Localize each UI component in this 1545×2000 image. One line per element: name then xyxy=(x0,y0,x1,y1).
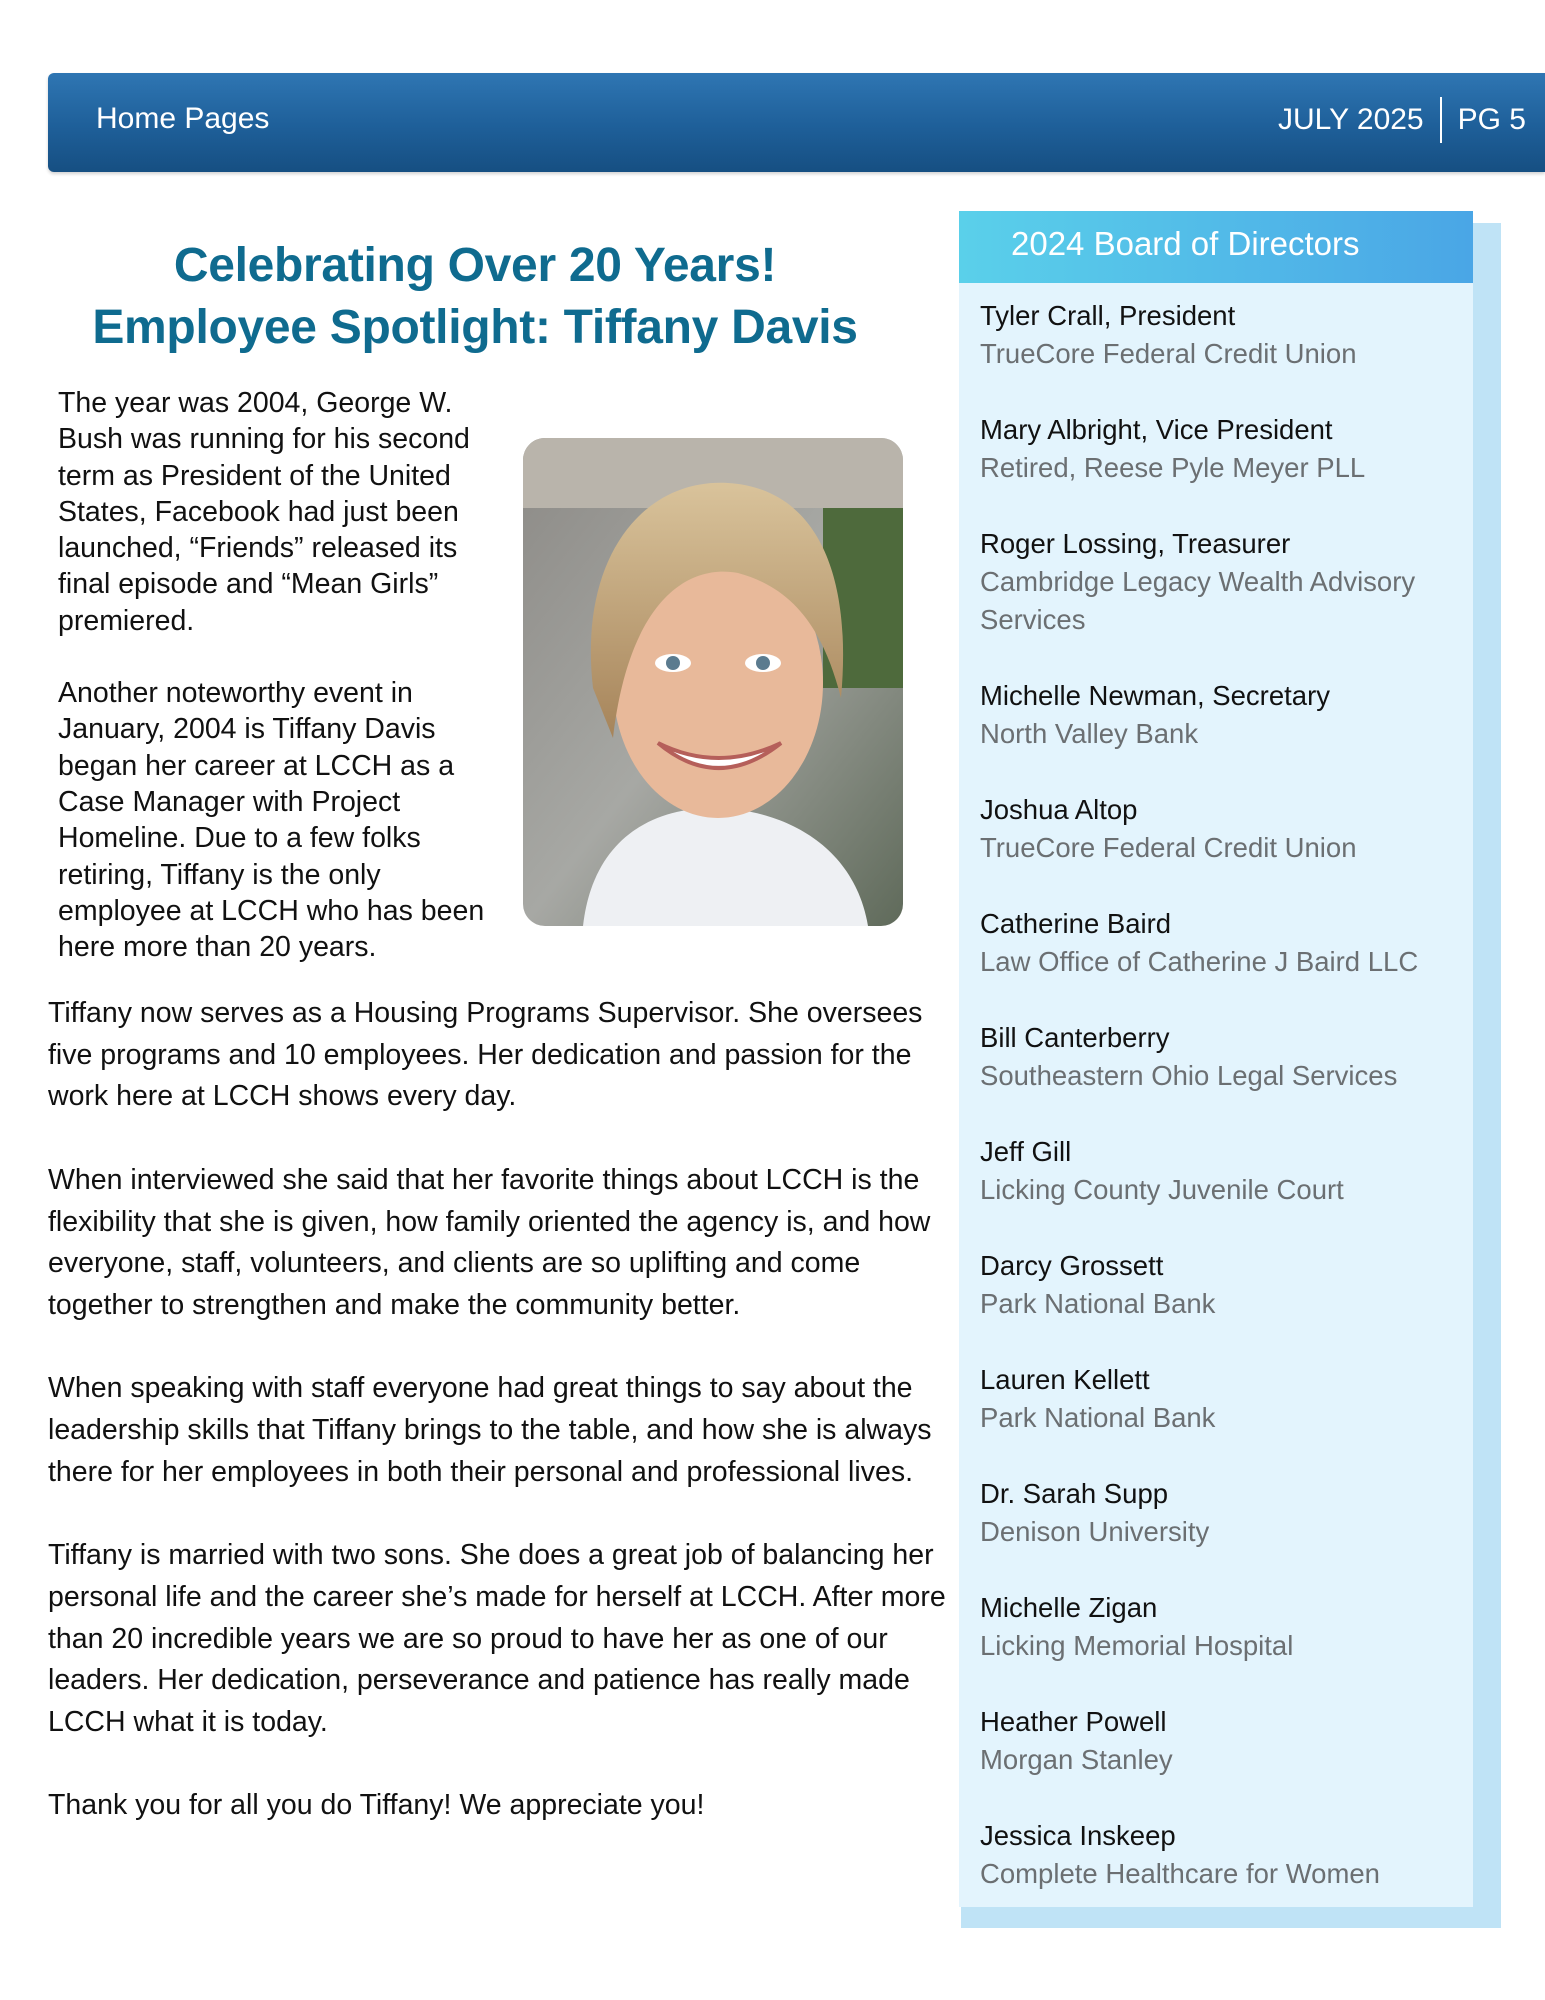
board-of-directors-panel xyxy=(959,211,1473,1907)
board-member xyxy=(980,525,1460,639)
headline-line-1: Celebrating Over 20 Years! xyxy=(173,239,777,292)
board-member xyxy=(980,1247,1460,1323)
board-member xyxy=(980,1361,1460,1437)
board-member xyxy=(980,411,1460,487)
headline-line-2: Employee Spotlight: Tiffany Davis xyxy=(92,301,858,354)
member-name: Mary Albright, Vice President xyxy=(980,414,1333,445)
body-paragraph: Thank you for all you do Tiffany! We appreciate you! xyxy=(48,1789,705,1822)
member-name: Heather Powell xyxy=(980,1706,1167,1737)
member-name: Dr. Sarah Supp xyxy=(980,1478,1169,1509)
member-organization: TrueCore Federal Credit Union xyxy=(980,338,1357,369)
section-title: Home Pages xyxy=(96,102,270,135)
board-member xyxy=(980,1019,1460,1095)
board-member xyxy=(980,1817,1460,1893)
issue-date: JULY 2025 xyxy=(1277,103,1424,136)
member-organization: Cambridge Legacy Wealth Advisory Services xyxy=(980,566,1416,635)
member-name: Tyler Crall, President xyxy=(980,300,1236,331)
member-organization: TrueCore Federal Credit Union xyxy=(980,832,1357,863)
board-member xyxy=(980,1475,1460,1551)
member-organization: Licking County Juvenile Court xyxy=(980,1174,1344,1205)
board-title: 2024 Board of Directors xyxy=(1011,225,1360,262)
body-paragraph: Tiffany now serves as a Housing Programs Supervisor. She oversees five programs and 10 employees. Her dedication and passion for the work here at LCCH shows every day. xyxy=(48,997,923,1113)
board-member xyxy=(980,297,1460,373)
body-paragraph: When speaking with staff everyone had great things to say about the leadership skills that Tiffany brings to the table, and how she is always there for her employees in both their personal and professional lives. xyxy=(48,1372,932,1488)
intro-paragraph: The year was 2004, George W. Bush was running for his second term as President of the United States, Facebook had just been launched, “Friends” released its final episode and “Mean Girls” premiered. xyxy=(58,387,470,637)
body-paragraph: When interviewed she said that her favorite things about LCCH is the flexibility that she is given, how family oriented the agency is, and how everyone, staff, volunteers, and clients are so uplifting and come together to strengthen and make the community better. xyxy=(48,1163,931,1321)
board-member xyxy=(980,1133,1460,1209)
member-organization: Law Office of Catherine J Baird LLC xyxy=(980,946,1419,977)
header-divider xyxy=(1440,97,1442,143)
member-name: Michelle Newman, Secretary xyxy=(980,680,1330,711)
issue-info xyxy=(1278,97,1526,143)
member-organization: Complete Healthcare for Women xyxy=(980,1858,1380,1889)
member-name: Michelle Zigan xyxy=(980,1592,1158,1623)
member-name: Jeff Gill xyxy=(980,1136,1072,1167)
board-title-bar xyxy=(959,211,1473,283)
intro-paragraph: Another noteworthy event in January, 2004 is Tiffany Davis began her career at LCCH as a Case Manager with Project Homeline. Due to a few folks retiring, Tiffany is the only employee at LCCH who has been here more than 20 years. xyxy=(58,677,485,964)
board-member xyxy=(980,1703,1460,1779)
member-organization: Park National Bank xyxy=(980,1288,1216,1319)
member-organization: North Valley Bank xyxy=(980,718,1199,749)
intro-text xyxy=(58,385,508,965)
member-name: Darcy Grossett xyxy=(980,1250,1164,1281)
member-name: Roger Lossing, Treasurer xyxy=(980,528,1291,559)
member-name: Joshua Altop xyxy=(980,794,1138,825)
board-member xyxy=(980,905,1460,981)
member-name: Jessica Inskeep xyxy=(980,1820,1176,1851)
board-member xyxy=(980,677,1460,753)
page-number: PG 5 xyxy=(1457,103,1526,136)
member-organization: Denison University xyxy=(980,1516,1210,1547)
member-organization: Retired, Reese Pyle Meyer PLL xyxy=(980,452,1366,483)
member-organization: Licking Memorial Hospital xyxy=(980,1630,1294,1661)
article-body xyxy=(48,993,968,1827)
member-name: Catherine Baird xyxy=(980,908,1172,939)
member-organization: Park National Bank xyxy=(980,1402,1216,1433)
member-name: Bill Canterberry xyxy=(980,1022,1170,1053)
member-name: Lauren Kellett xyxy=(980,1364,1150,1395)
board-member-list xyxy=(980,297,1460,1931)
body-paragraph: Tiffany is married with two sons. She does a great job of balancing her personal life and the career she’s made for herself at LCCH. After more than 20 incredible years we are so proud to have her as one of our leaders. Her dedication, perseverance and patience has really made LCCH what it is today. xyxy=(48,1539,946,1738)
board-member xyxy=(980,791,1460,867)
member-organization: Southeastern Ohio Legal Services xyxy=(980,1060,1398,1091)
employee-photo xyxy=(523,438,903,926)
board-member xyxy=(980,1589,1460,1665)
header-bar xyxy=(48,73,1545,172)
member-organization: Morgan Stanley xyxy=(980,1744,1173,1775)
